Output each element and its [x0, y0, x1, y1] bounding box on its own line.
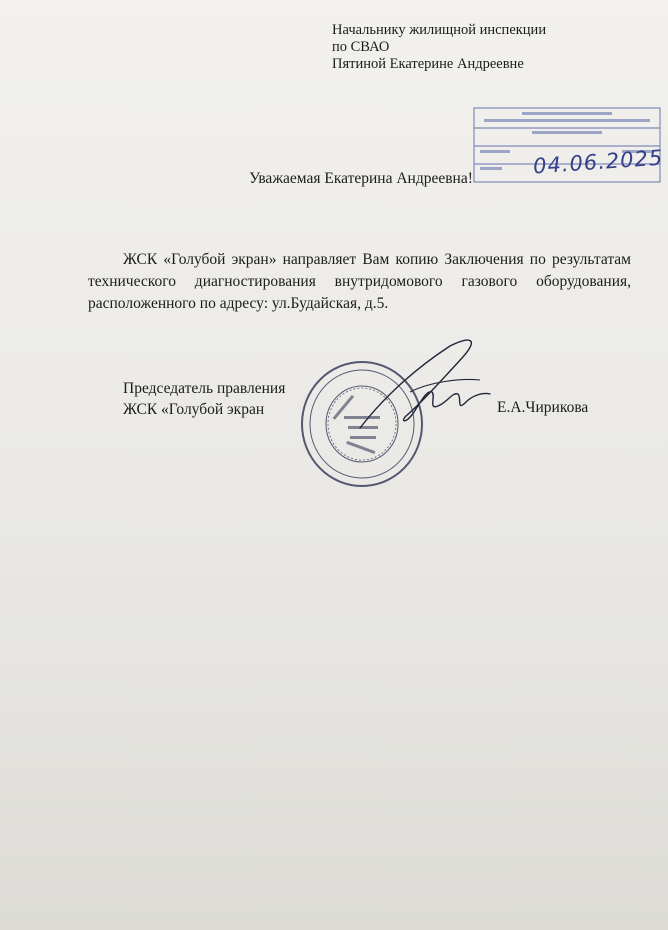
signatory-title [123, 378, 285, 420]
addressee-line-2: по СВАО [332, 39, 390, 55]
letter-body: ЖСК «Голубой экран» направляет Вам копию Заключения по результатам технического диагностирования внутридомового газового оборудования, расположенного по адресу: ул.Будайская, д.5. [88, 251, 631, 312]
signature [340, 332, 500, 442]
addressee-line-3: Пятиной Екатерине Андреевне [332, 56, 524, 72]
registration-date: 04.06.2025 [532, 145, 664, 179]
addressee-line-1: Начальнику жилищной инспекции [332, 22, 547, 38]
signatory-name: Е.А.Чирикова [497, 399, 589, 416]
greeting: Уважаемая Екатерина Андреевна! [249, 170, 473, 187]
signatory-title-line-1: Председатель правления [123, 380, 286, 397]
addressee-block [332, 22, 546, 73]
signatory-title-line-2: ЖСК «Голубой экран [123, 401, 265, 418]
